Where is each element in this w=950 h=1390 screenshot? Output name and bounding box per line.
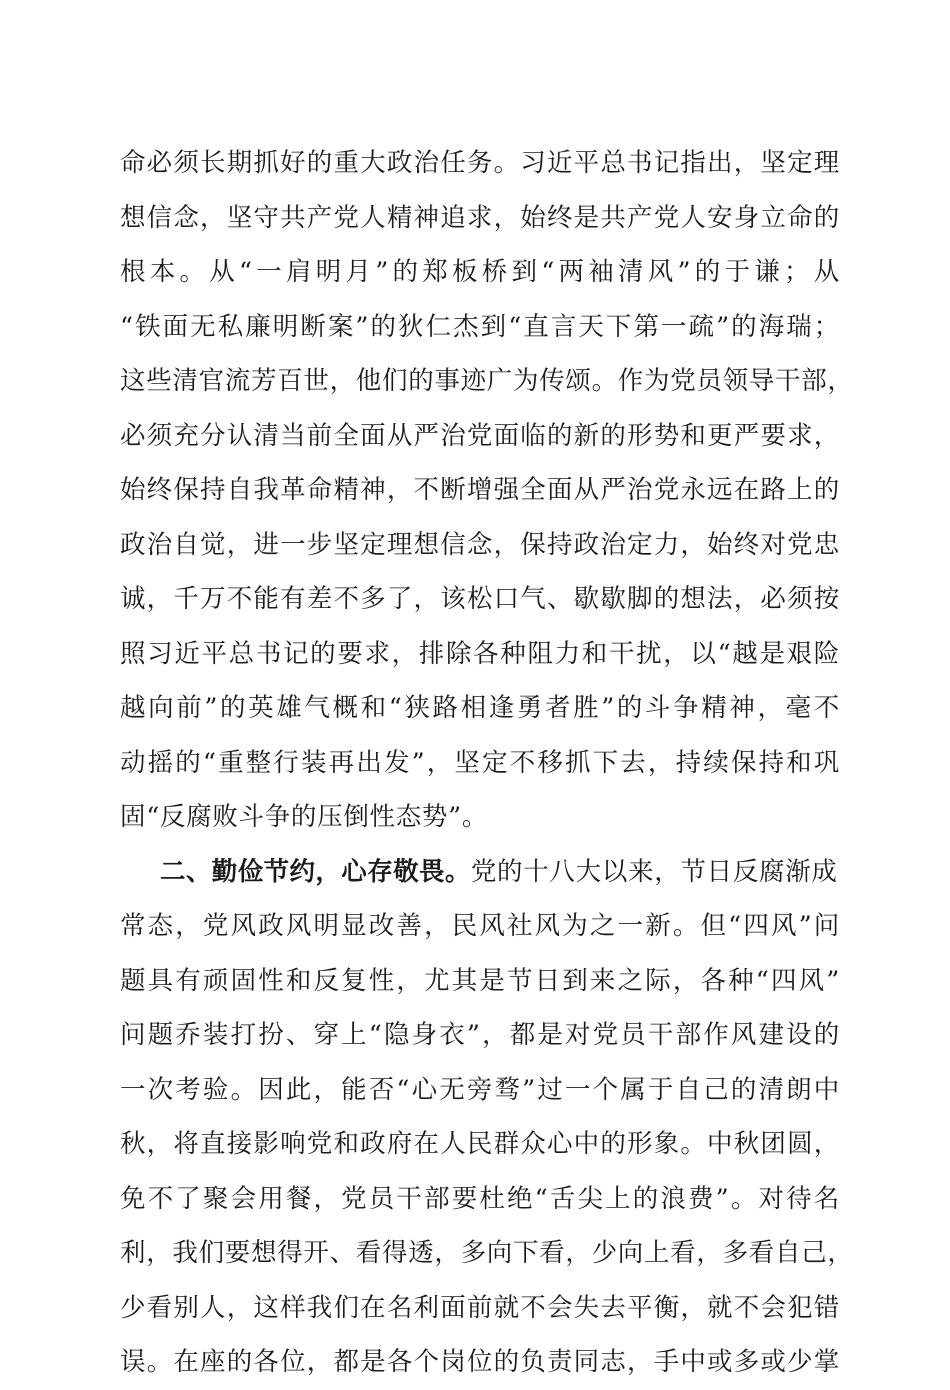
- paragraph-line: 误。在座的各位，都是各个岗位的负责同志，手中或多或少掌: [120, 1347, 840, 1377]
- paragraph-line: 政治自觉，进一步坚定理想信念，保持政治定力，始终对党忠: [120, 529, 840, 560]
- paragraph-line-text: 党的十八大以来，节日反腐渐成: [470, 856, 838, 887]
- paragraph-ideals: [120, 136, 854, 845]
- paragraph-line: 诚，千万不能有差不多了，该松口气、歇歇脚的想法，必须按: [120, 584, 840, 614]
- paragraph-line: 秋，将直接影响党和政府在人民群众心中的形象。中秋团圆，: [120, 1129, 840, 1159]
- section-heading: 二、勤俭节约，心存敬畏。: [160, 856, 471, 887]
- paragraph-line: 始终保持自我革命精神，不断增强全面从严治党永远在路上的: [120, 475, 840, 505]
- paragraph-line: 利，我们要想得开、看得透，多向下看，少向上看，多看自己，: [120, 1238, 854, 1268]
- paragraph-first-line: [120, 845, 840, 900]
- paragraph-line: 这些清官流芳百世，他们的事迹广为传颂。作为党员领导干部，: [120, 366, 854, 396]
- paragraph-line: 必须充分认清当前全面从严治党面临的新的形势和更严要求，: [120, 420, 840, 451]
- paragraph-line: 越向前”的英雄气概和“狭路相逢勇者胜”的斗争精神，毫不: [120, 693, 840, 723]
- document-body: [120, 136, 854, 1390]
- paragraph-line: 根本。从“一肩明月”的郑板桥到“两袖清风”的于谦；从: [120, 257, 840, 287]
- paragraph-line: 常态，党风政风明显改善，民风社风为之一新。但“四风”问: [120, 911, 840, 941]
- paragraph-line: 免不了聚会用餐，党员干部要杜绝“舌尖上的浪费”。对待名: [120, 1183, 840, 1214]
- paragraph-line: 动摇的“重整行装再出发”，坚定不移抓下去，持续保持和巩: [120, 747, 840, 778]
- paragraph-line: 命必须长期抓好的重大政治任务。习近平总书记指出，坚定理: [120, 148, 840, 178]
- paragraph-line: 一次考验。因此，能否“心无旁骛”过一个属于自己的清朗中: [120, 1074, 840, 1105]
- paragraph-line: 照习近平总书记的要求，排除各种阻力和干扰，以“越是艰险: [120, 638, 840, 669]
- paragraph-frugality: [120, 845, 854, 1390]
- paragraph-line: 问题乔装打扮、穿上“隐身衣”，都是对党员干部作风建设的: [120, 1020, 840, 1050]
- paragraph-line: “铁面无私廉明断案”的狄仁杰到“直言天下第一疏”的海瑞；: [120, 311, 840, 342]
- paragraph-line: 题具有顽固性和反复性，尤其是节日到来之际，各种“四风”: [120, 965, 840, 996]
- paragraph-line: 固“反腐败斗争的压倒性态势”。: [120, 802, 489, 832]
- paragraph-line: 少看别人，这样我们在名利面前就不会失去平衡，就不会犯错: [120, 1292, 840, 1323]
- paragraph-line: 想信念，坚守共产党人精神追求，始终是共产党人安身立命的: [120, 202, 840, 233]
